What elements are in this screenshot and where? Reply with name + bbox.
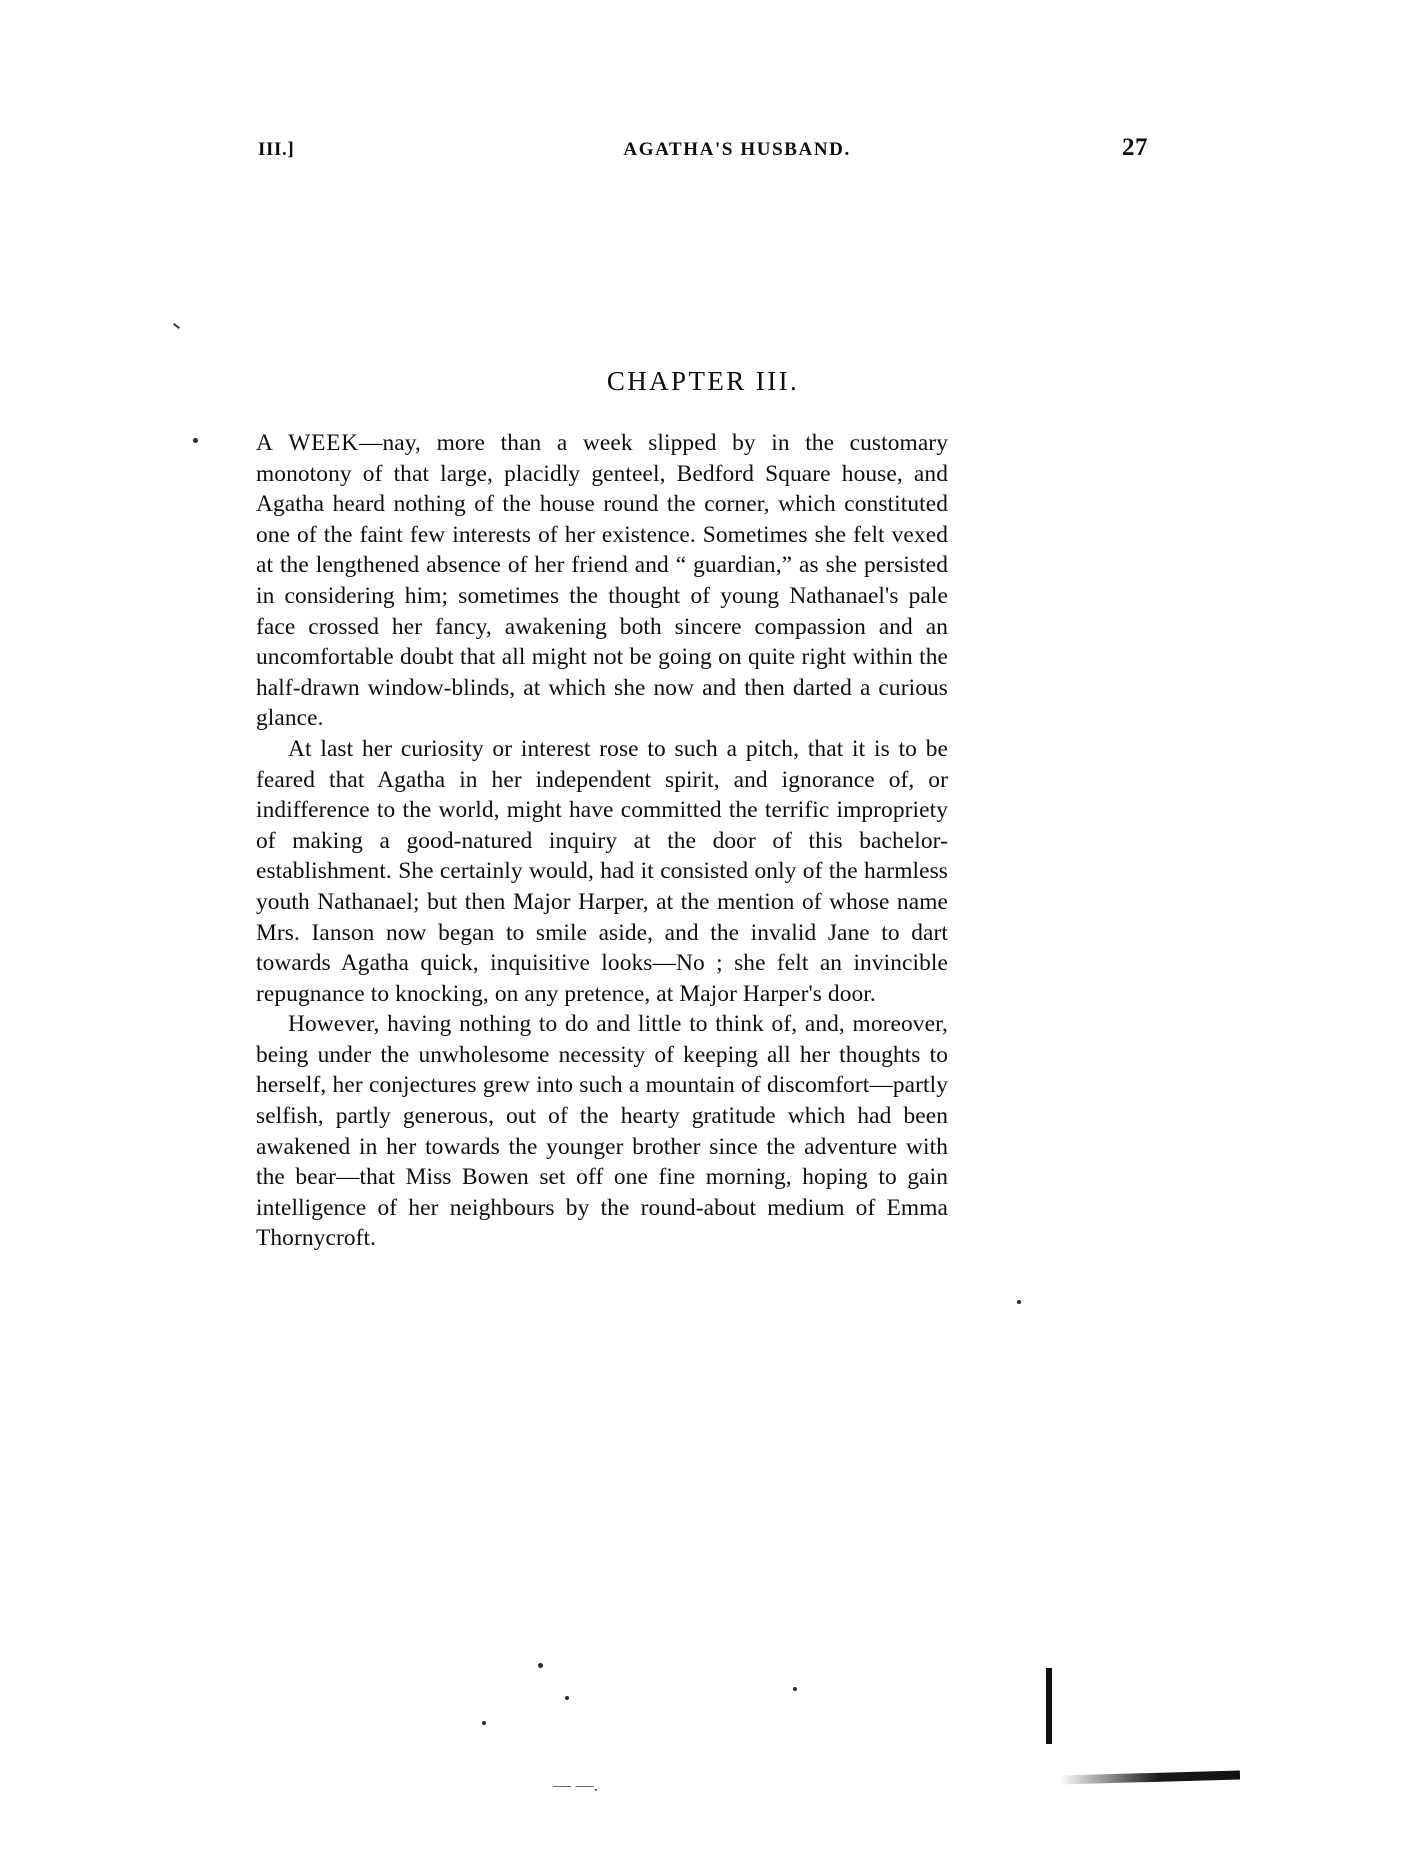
scan-speck — [538, 1663, 543, 1668]
scan-speck — [793, 1687, 797, 1691]
paragraph-2: At last her curiosity or interest rose to such a pitch, that it is to be feared that Agatha in her independent spirit, and ignorance of, or indifference to the world, might have committed the terrific impropriety of making a good-natured inquiry at the door of this bachelor-establishment. She certainly would, had it consisted only of the harmless youth Nathanael; but then Major Harper, at the mention of whose name Mrs. Ianson now began to smile aside, and the invalid Jane to dart towards Agatha quick, inquisitive looks—No ; she felt an invincible repugnance to knocking, on any pretence, at Major Harper's door. — [256, 735, 948, 1007]
page-number: 27 — [1121, 134, 1148, 161]
scan-speck — [173, 323, 180, 329]
chapter-marker: III.] — [258, 139, 295, 160]
chapter-title: CHAPTER III. — [606, 366, 800, 396]
running-head — [258, 134, 1148, 168]
scan-speck — [193, 438, 198, 443]
paragraph-3: However, having nothing to do and little to think of, and, moreover, being under the unwholesome necessity of keeping all her thoughts to herself, her conjectures grew into such a mountain of discomfort—partly selfish, partly generous, out of the hearty gratitude which had been awakened in her towards the younger brother since the adventure with the bear—that Miss Bowen set off one fine morning, hoping to gain intelligence of her neighbours by the round-about medium of Emma Thornycroft. — [256, 1011, 948, 1252]
paragraph-1-text: —nay, more than a week slipped by in the customary monotony of that large, placidly genteel, Bedford Square house, and Agatha heard nothing of the house round the corner, which constituted one of the faint few interests of her existence. Sometimes she felt vexed at the lengthened absence of her friend and “ guardian,” as she persisted in considering him; sometimes the thought of young Nathanael's pale face crossed her fancy, awakening both sincere compassion and an uncomfortable doubt that all might not be going on quite right within the half-drawn window-blinds, at which she now and then darted a curious glance. — [256, 430, 948, 732]
body-text — [256, 428, 948, 1254]
scan-edge-mark — [1046, 1668, 1052, 1744]
scan-speck — [1017, 1300, 1021, 1304]
book-title: AGATHA'S HUSBAND. — [623, 139, 851, 160]
paragraph-1 — [256, 428, 948, 734]
scan-speck — [565, 1696, 569, 1700]
scan-speck — [482, 1721, 486, 1725]
scan-smudge — [1060, 1770, 1240, 1784]
footer-dash-mark: — —. — [553, 1775, 598, 1795]
paragraph-lead-smallcaps: A WEEK — [256, 430, 359, 456]
